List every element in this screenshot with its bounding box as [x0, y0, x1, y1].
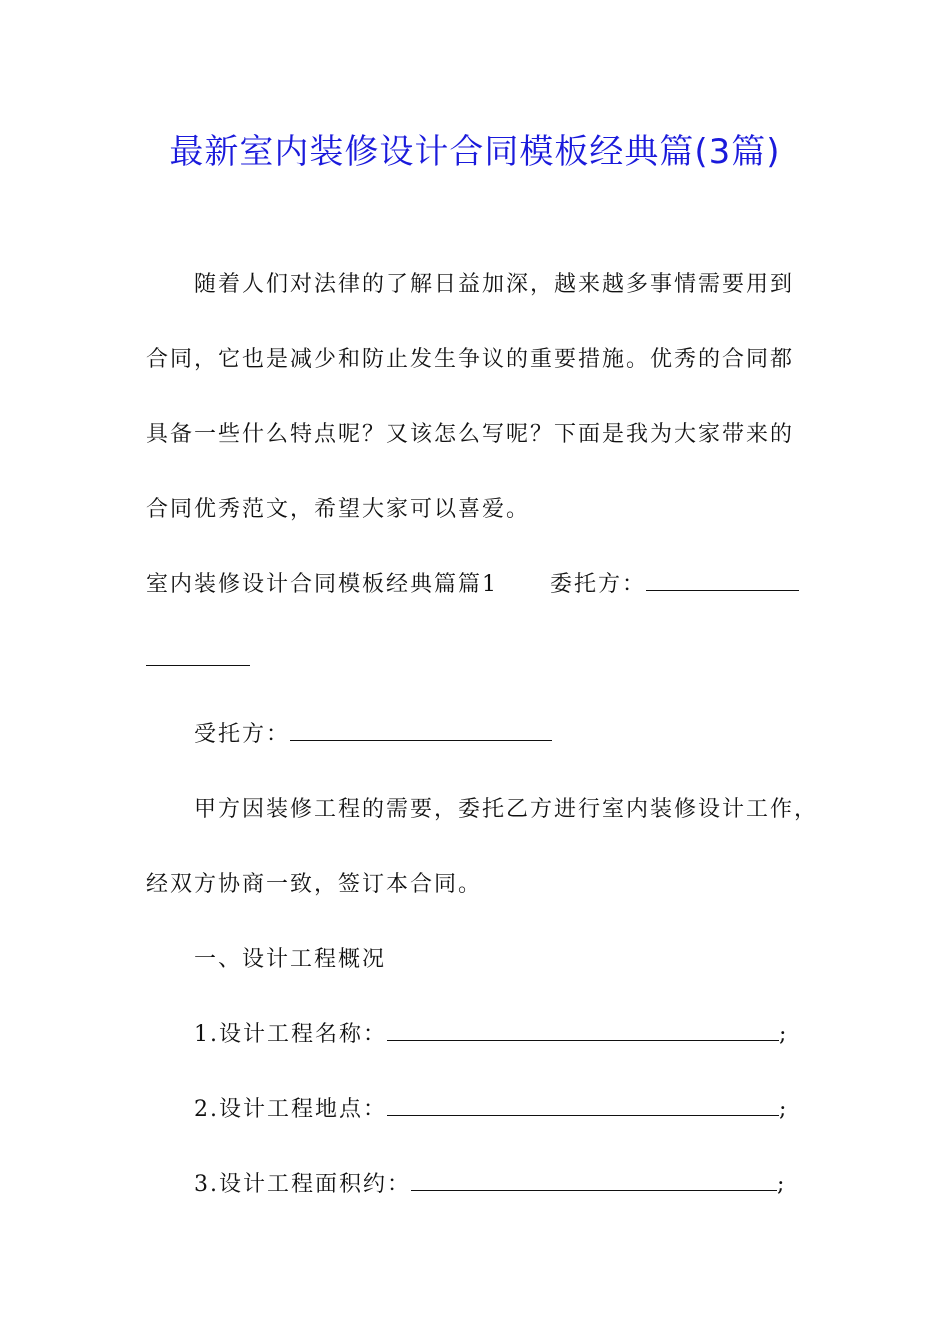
client-blank — [646, 570, 799, 591]
body-line-2: 经双方协商一致，签订本合同。 — [146, 872, 483, 897]
field-blank-project-name — [387, 1020, 779, 1041]
section-heading: 室内装修设计合同模板经典篇篇1 — [146, 572, 498, 597]
field-blank-project-area — [411, 1170, 777, 1191]
field-row-project-location — [194, 1095, 788, 1125]
field-blank-project-location — [387, 1095, 779, 1116]
contractor-label: 受托方： — [194, 722, 291, 747]
field-label-project-location: 2.设计工程地点： — [194, 1097, 387, 1122]
clause-heading: 一、设计工程概况 — [194, 947, 387, 972]
intro-line-3: 具备一些什么特点呢？又该怎么写呢？下面是我为大家带来的 — [146, 422, 795, 447]
intro-line-2: 合同，它也是减少和防止发生争议的重要措施。优秀的合同都 — [146, 347, 795, 372]
field-label-project-area: 3.设计工程面积约： — [194, 1172, 411, 1197]
field-suffix: ; — [779, 1097, 789, 1122]
section-heading-line — [146, 570, 799, 600]
intro-line-4: 合同优秀范文，希望大家可以喜爱。 — [146, 497, 531, 522]
field-row-project-name — [194, 1020, 788, 1050]
field-suffix: ; — [779, 1022, 789, 1047]
contractor-line — [194, 720, 552, 750]
client-label: 委托方： — [550, 572, 647, 597]
body-line-1: 甲方因装修工程的需要，委托乙方进行室内装修设计工作， — [194, 797, 819, 822]
intro-line-1: 随着人们对法律的了解日益加深，越来越多事情需要用到 — [194, 272, 795, 297]
client-blank-continued — [146, 645, 250, 666]
client-blank-continued-row — [146, 645, 250, 675]
field-row-project-area — [194, 1170, 786, 1200]
page-title: 最新室内装修设计合同模板经典篇(3篇) — [169, 132, 781, 172]
field-suffix: ; — [777, 1172, 787, 1197]
field-label-project-name: 1.设计工程名称： — [194, 1022, 387, 1047]
contractor-blank — [290, 720, 552, 741]
